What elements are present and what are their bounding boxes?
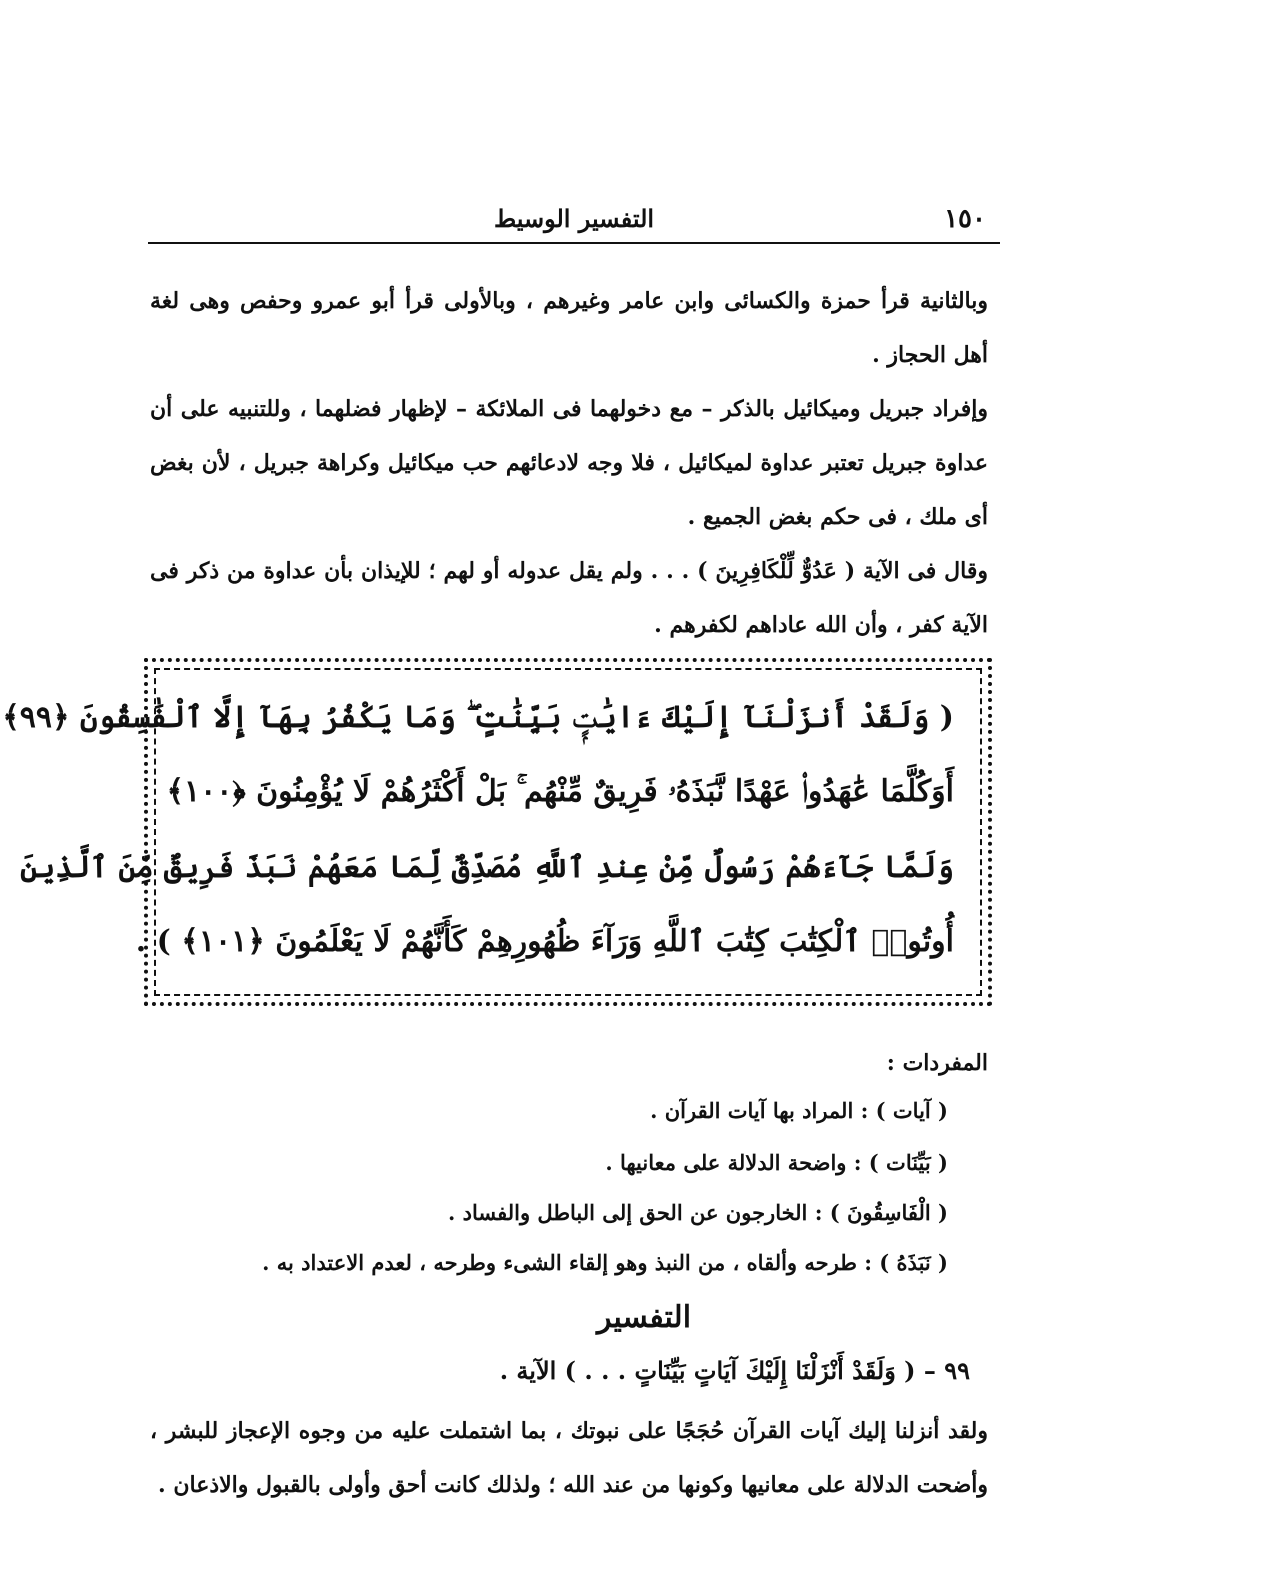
page-number: ١٥٠ xyxy=(944,204,986,234)
vocabulary-item: ( آيات ) : المراد بها آيات القرآن . xyxy=(650,1098,948,1123)
paragraph-tafsir: ولقد أنزلنا إليك آيات القرآن حُجَجًا على نبوتك ، بما اشتملت عليه من وجوه الإعجاز للبشر ، وأضحت الدلالة على معانيها وكونها من عند الله ؛ ولذلك كانت أحق وأولى بالقبول والاذعان . xyxy=(150,1418,988,1498)
tafsir-heading: التفسير xyxy=(596,1300,692,1335)
verse-line: وَلَمَّا جَآءَهُمْ رَسُولٌ مِّنْ عِندِ ٱللَّهِ مُصَدِّقٌ لِّمَا مَعَهُمْ نَبَذَ فَرِيقٌ مِّنَ ٱلَّذِينَ xyxy=(20,850,954,885)
verse-reference: ٩٩ – ( وَلَقَدْ أَنْزَلْنَا إِلَيْكَ آيَاتٍ بَيِّنَاتٍ . . . ) الآية . xyxy=(499,1356,970,1385)
paragraph-readings: وبالثانية قرأ حمزة والكسائى وابن عامر وغيرهم ، وبالأولى قرأ أبو عمرو وحفص وهى لغة أهل الحجاز . xyxy=(150,288,988,368)
paragraph-gabriel-michael: وإفراد جبريل وميكائيل بالذكر – مع دخولهما فى الملائكة – لإظهار فضلهما ، وللتنبيه على أن عداوة جبريل تعتبر عداوة لميكائيل ، فلا وجه لادعائهم حب ميكائيل وكراهة جبريل ، لأن بغض أى ملك ، فى حكم بغض الجميع . xyxy=(150,396,988,530)
vocabulary-item: ( بَيِّنَات ) : واضحة الدلالة على معانيها . xyxy=(605,1150,948,1175)
quran-verse-box xyxy=(2,658,992,1006)
vocabulary-item: ( الْفَاسِقُونَ ) : الخارجون عن الحق إلى الباطل والفساد . xyxy=(448,1200,948,1225)
verse-line: ( وَلَقَدْ أَنزَلْنَآ إِلَيْكَ ءَايَٰتٍۭ بَيِّنَٰتٍ ۖ وَمَا يَكْفُرُ بِهَآ إِلَّا ٱلْفَٰسِقُونَ ﴿٩٩﴾ xyxy=(2,700,954,735)
verse-line: أَوَكُلَّمَا عَٰهَدُوا۟ عَهْدًا نَّبَذَهُۥ فَرِيقٌ مِّنْهُم ۚ بَلْ أَكْثَرُهُمْ لَا يُؤْمِنُونَ ﴿١٠٠﴾ xyxy=(166,774,954,809)
vocabulary-heading: المفردات : xyxy=(886,1050,988,1076)
page-header xyxy=(148,198,1000,244)
running-title: التفسير الوسيط xyxy=(493,204,655,233)
verse-line: أُوتُوا۟ ٱلْكِتَٰبَ كِتَٰبَ ٱللَّهِ وَرَآءَ ظُهُورِهِمْ كَأَنَّهُمْ لَا يَعْلَمُونَ ﴿١٠١﴾ ) . xyxy=(135,924,954,959)
vocabulary-item: ( نَبَذَهُ ) : طرحه وألقاه ، من النبذ وهو إلقاء الشىء وطرحه ، لعدم الاعتداد به . xyxy=(262,1250,948,1275)
paragraph-enemy-of-disbelievers: وقال فى الآية ( عَدُوٌّ لِّلْكَافِرِينَ ) . . . ولم يقل عدوله أو لهم ؛ للإيذان بأن عداوة من ذكر فى الآية كفر ، وأن الله عاداهم لكفرهم . xyxy=(150,558,988,638)
